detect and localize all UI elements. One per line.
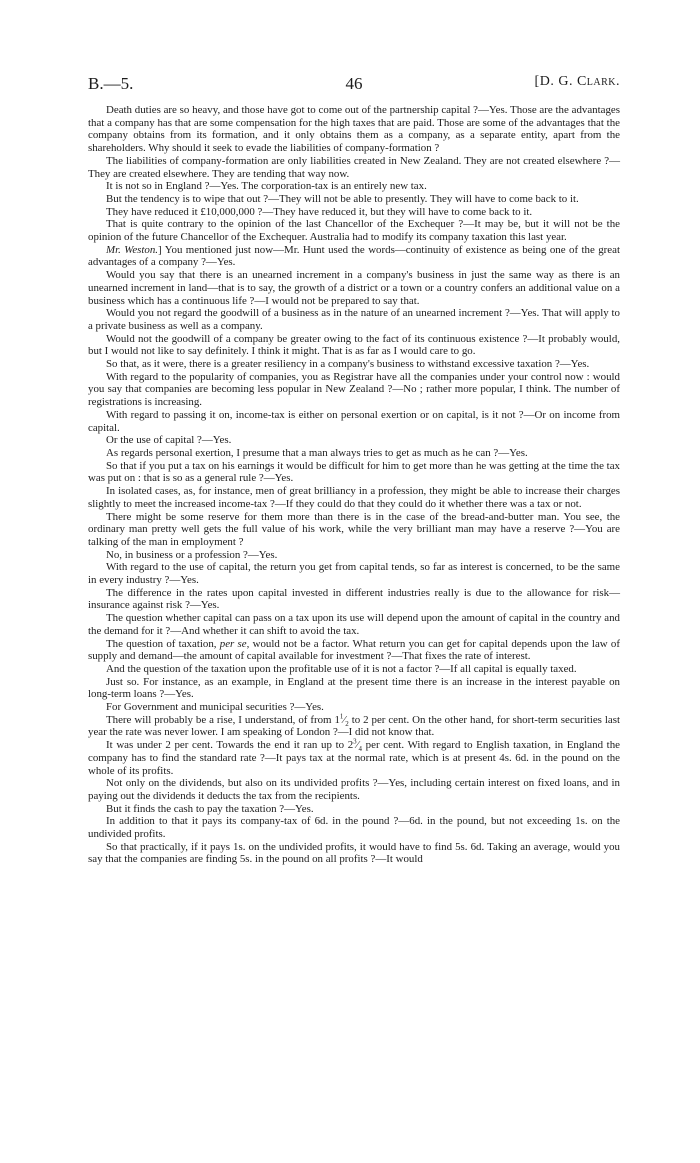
paragraph: The question of taxation, per se, would not be a factor. What return you can get for capital depends upon the law of supply and demand—the amount of capital available for investment ?—That fixes the rate of interest.	[88, 637, 620, 663]
paragraph: Just so. For instance, as an example, in England at the present time there is an increase in the interest payable on long-term loans ?—Yes.	[88, 675, 620, 701]
witness-bracket: [	[534, 74, 540, 89]
latin-term: per se,	[219, 637, 250, 650]
fraction-denominator: 2	[345, 719, 349, 728]
paragraph: In addition to that it pays its company-tax of 6d. in the pound ?—6d. in the pound, but not exceeding 1s. on the undivided profits.	[88, 815, 620, 841]
paragraph: So that, as it were, there is a greater resiliency in a company's business to withstand excessive taxation ?—Yes.	[106, 358, 590, 371]
paragraph: No, in business or a profession ?—Yes.	[106, 548, 278, 561]
page-header	[88, 74, 620, 98]
paragraph: Not only on the dividends, but also on its undivided profits ?—Yes, including certain interest on fixed loans, and in paying out the dividends it deducts the tax from the recipients.	[88, 777, 620, 802]
paragraph: With regard to passing it on, income-tax is either on personal exertion or on capital, is it not ?—Or on income from capital.	[88, 408, 620, 434]
paragraph: So that practically, if it pays 1s. on the undivided profits, it would have to find 5s. 6d. Taking an average, would you say that the companies are finding 5s. in the pound on all profits ?—It would	[88, 840, 620, 866]
speaker-name: Mr. Weston.	[106, 243, 159, 256]
paragraph: So that if you put a tax on his earnings it would be difficult for him to get more than he was getting at the time the tax was put on : that is so as a general rule ?—Yes.	[88, 459, 620, 485]
paragraph: Would you say that there is an unearned increment in a company's business in just the same way as there is an unearned increment in land—that is to say, the growth of a district or a town or a country confers an additional value on a business which has a continuous life ?—I would not be prepared to say that.	[88, 269, 620, 307]
paragraph: Mr. Weston.] You mentioned just now—Mr. Hunt used the words—continuity of existence as being one of the great advantages of a company ?—Yes.	[88, 243, 620, 269]
paragraph: That is quite contrary to the opinion of the last Chancellor of the Exchequer ?—It may be, but it will not be the opinion of the future Chancellor of the Exchequer. Australia had to modify its company taxation this last year.	[88, 218, 620, 244]
paragraph: With regard to the use of capital, the return you get from capital tends, so far as interest is concerned, to be the same in every industry ?—Yes.	[88, 561, 620, 587]
paragraph: The difference in the rates upon capital invested in different industries really is due to the allowance for risk—insurance against risk ?—Yes.	[88, 586, 620, 612]
fraction-numerator: 3	[353, 737, 357, 746]
paragraph: In isolated cases, as, for instance, men of great brilliancy in a profession, they might be able to increase their charges slightly to meet the increased income-tax ?—If they could do that they could do it whether there was a tax or not.	[88, 485, 620, 510]
fraction-numerator: 1	[339, 712, 344, 721]
paragraph: Would not the goodwill of a company be greater owing to the fact of its continuous existence ?—It probably would, but I would not like to say definitely. I think it might. That is as far as I would care to go.	[88, 332, 620, 358]
document-reference: B.—5.	[88, 74, 134, 93]
testimony-body	[88, 104, 620, 866]
paragraph: There will probably be a rise, I understand, of from $1^1⁄_2$ to 2 per cent. On the other hand, for short-term securities last year the rate was never lower. I am speaking of London ?—I did not know that.	[88, 712, 620, 739]
fraction-denominator: 4	[358, 745, 362, 754]
paragraph: Or the use of capital ?—Yes.	[106, 434, 232, 447]
paragraph: They have reduced it £10,000,000 ?—They have reduced it, but they will have to come back to it.	[106, 205, 533, 218]
paragraph: As regards personal exertion, I presume that a man always tries to get as much as he can ?—Yes.	[106, 446, 528, 459]
paragraph: And the question of the taxation upon the profitable use of it is not a factor ?—If all capital is equally taxed.	[106, 662, 577, 675]
paragraph: There might be some reserve for them more than there is in the case of the bread-and-butter man. You see, the ordinary man pretty well gets the full value of his work, while the very brilliant man may have a reserve ?—You are talking of the man in employment ?	[88, 510, 620, 548]
paragraph: The liabilities of company-formation are only liabilities created in New Zealand. They are not created elsewhere ?—They are created elsewhere. They are tending that way now.	[88, 154, 620, 180]
speaker-bracket: ]	[158, 243, 162, 256]
paragraph: It is not so in England ?—Yes. The corporation-tax is an entirely new tax.	[106, 180, 427, 193]
paragraph: But the tendency is to wipe that out ?—They will not be able to presently. They will have to come back to it.	[106, 192, 579, 205]
paragraph: Would you not regard the goodwill of a business as in the nature of an unearned increment ?—Yes. That will apply to a private business as well as a company.	[88, 307, 620, 332]
paragraph: With regard to the popularity of companies, you as Registrar have all the companies under your control now : would you say that companies are becoming less popular in New Zealand ?—No ; rather more popular, I think. The number of registrations is increasing.	[88, 370, 620, 409]
paragraph: It was under 2 per cent. Towards the end it ran up to $2^3⁄_4$ per cent. With regard to English taxation, in England the company has to find the standard rate ?—It pays tax at the normal rate, which is at present 4s. 6d. in the pound on the whole of its profits.	[88, 737, 620, 777]
paragraph: But it finds the cash to pay the taxation ?—Yes.	[106, 802, 314, 815]
paragraph: The question whether capital can pass on a tax upon its use will depend upon the amount of capital in the country and the demand for it ?—And whether it can shift to avoid the tax.	[88, 612, 620, 637]
paragraph: Death duties are so heavy, and those have got to come out of the partnership capital ?—Yes. Those are the advantages that a company has that are some compensation for the high taxes that are paid. Those are some of the advantages that the company obtains from its formation, and it only obtains them as a company, as a separate entity, apart from the shareholders. Why should it seek to evade the liabilities of company-formation ?	[88, 104, 620, 155]
paragraph: For Government and municipal securities ?—Yes.	[106, 701, 324, 714]
page-number: 46	[345, 74, 363, 93]
witness-name: [D. G. Clark.	[534, 74, 620, 89]
